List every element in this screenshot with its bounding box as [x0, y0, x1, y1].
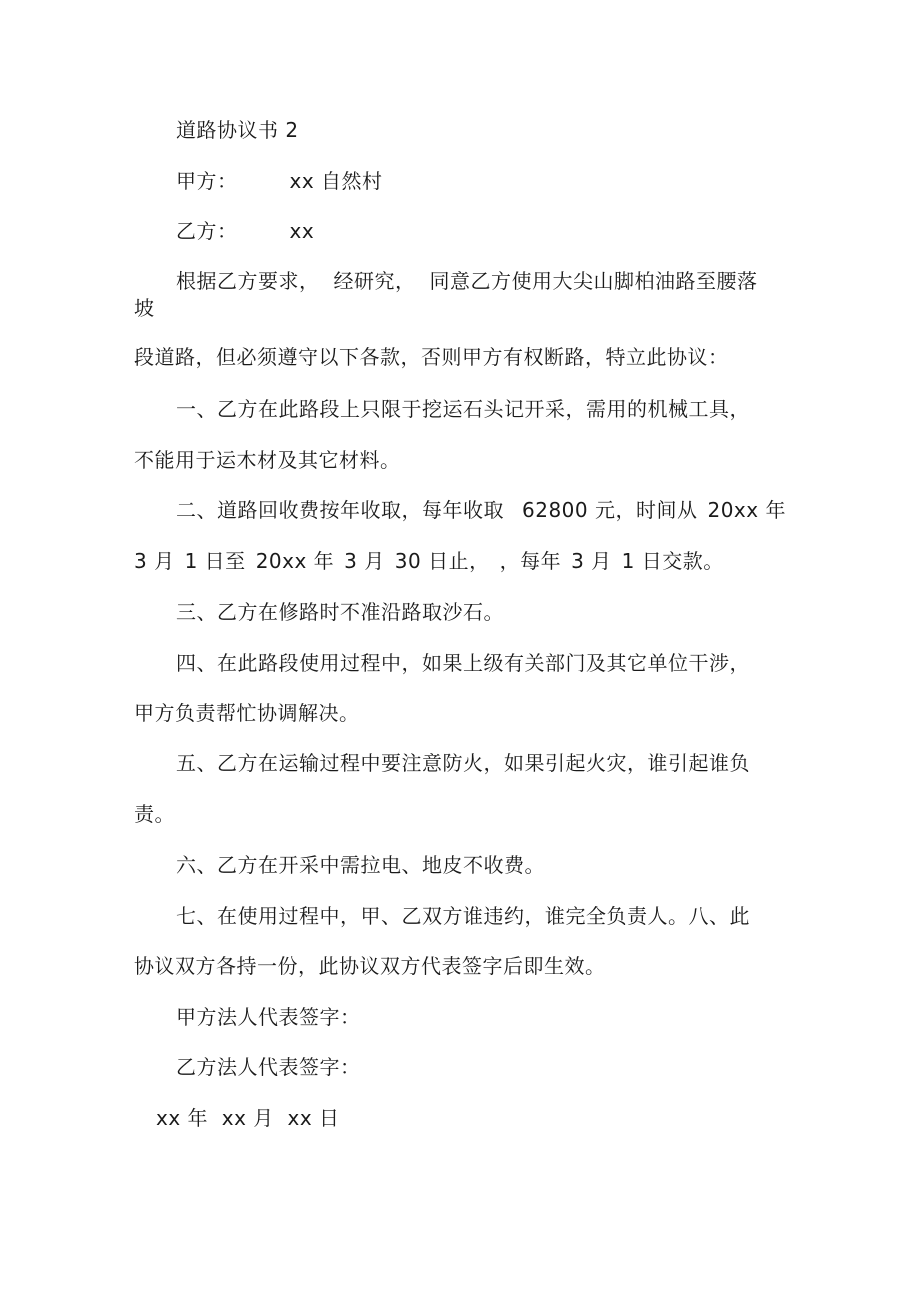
- party-b-signature: 乙方法人代表签字：: [176, 1055, 361, 1079]
- clause-4-line-2: 甲方负责帮忙协调解决。: [134, 701, 360, 725]
- clause-6: 六、乙方在开采中需拉电、地皮不收费。: [176, 853, 545, 877]
- clause-2-part-h: 30 日止，: [394, 549, 490, 573]
- clause-2-part-e: 1 日至: [184, 549, 246, 573]
- clause-4-line-1: 四、在此路段使用过程中，如果上级有关部门及其它单位干涉，: [176, 651, 750, 675]
- clause-5-line-1: 五、乙方在运输过程中要注意防火，如果引起火灾，谁引起谁负: [176, 751, 750, 775]
- party-a-signature: 甲方法人代表签字：: [176, 1005, 361, 1029]
- intro-part-3: 同意乙方使用大尖山脚柏油路至腰落: [429, 269, 758, 293]
- clause-2-part-b: 62800 元，时间从: [522, 498, 698, 522]
- clause-1-line-2: 不能用于运木材及其它材料。: [134, 448, 401, 472]
- clause-7-line-2: 协议双方各持一份，此协议双方代表签字后即生效。: [134, 954, 606, 978]
- clause-2-part-j: 3 月: [571, 549, 612, 573]
- intro-line-1: [176, 269, 758, 293]
- agreement-date: xx 年 xx 月 xx 日: [156, 1106, 340, 1130]
- intro-part-1: 根据乙方要求，: [176, 269, 320, 293]
- clause-2-part-f: 20xx 年: [255, 549, 335, 573]
- clause-1-line-1: 一、乙方在此路段上只限于挖运石头记开采，需用的机械工具，: [176, 397, 750, 421]
- party-a-row: [176, 169, 383, 193]
- document-title: 道路协议书 2: [176, 118, 299, 142]
- clause-2-part-i: ，每年: [499, 549, 562, 573]
- party-b-value: xx: [289, 219, 315, 243]
- intro-wrap: 坡: [134, 296, 155, 320]
- clause-2-part-g: 3 月: [344, 549, 385, 573]
- clause-2-line-2: [134, 549, 724, 573]
- clause-2-part-k: 1 日交款。: [621, 549, 724, 573]
- clause-2-part-d: 3 月: [134, 549, 175, 573]
- clause-2-part-c: 20xx 年: [707, 498, 786, 522]
- party-b-label: 乙方：: [176, 219, 238, 243]
- clause-3: 三、乙方在修路时不准沿路取沙石。: [176, 600, 504, 624]
- clause-2-part-a: 二、道路回收费按年收取，每年收取: [176, 498, 504, 522]
- clause-7-line-1: 七、在使用过程中，甲、乙双方谁违约，谁完全负责人。八、此: [176, 904, 750, 928]
- clause-2-line-1: [176, 498, 786, 522]
- intro-line-2: 段道路，但必须遵守以下各款，否则甲方有权断路，特立此协议：: [134, 345, 729, 369]
- party-a-label: 甲方：: [176, 169, 238, 193]
- intro-part-2: 经研究，: [333, 269, 416, 293]
- party-a-value: xx 自然村: [289, 169, 383, 193]
- clause-5-line-2: 责。: [134, 802, 175, 826]
- party-b-row: [176, 219, 314, 243]
